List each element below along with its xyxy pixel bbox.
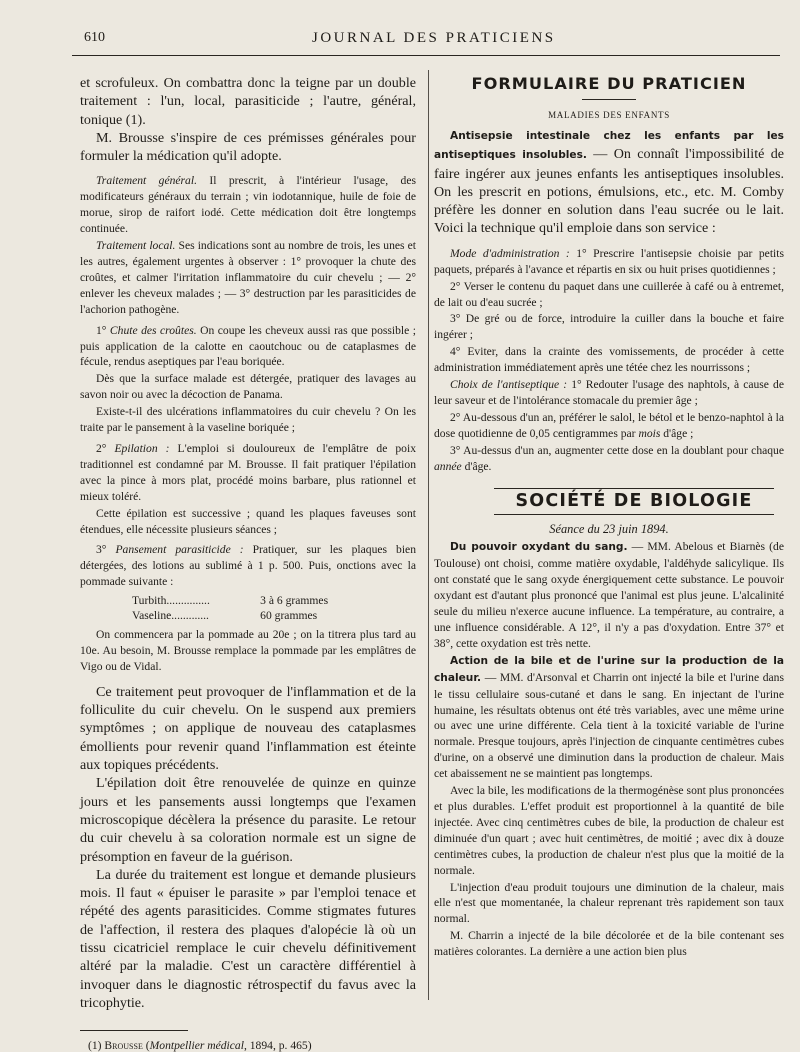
footnote: (1) Brousse (Montpellier médical, 1894, p. 465) xyxy=(88,1039,312,1052)
run-in-heading: Epilation : xyxy=(114,441,170,455)
column-divider xyxy=(428,70,429,1000)
item-number: 2° xyxy=(96,441,115,455)
recipe-row xyxy=(132,608,372,623)
paragraph-text: 1° Redouter l'usage des naphtols, à cause de leur saveur et de l'intolérance stomacale du premier âge ; xyxy=(434,378,784,407)
paragraph xyxy=(80,173,416,237)
emphasis: année xyxy=(434,459,462,473)
paragraph: La durée du traitement est longue et demande plusieurs mois. Il faut « épuiser le parasite » par l'emploi tenace et répété des agents parasiticides. Comme stigmates futures de l'affection, il restera des plaques d'alopécie là où un tissu cicatriciel remplace le cuir chevelu définitivement altéré par la maladie. C'est un caractère différentiel à invoquer dans le diagnostic rétrospectif du favus avec la tricophytie. xyxy=(80,866,416,1011)
footnote-marker: (1) xyxy=(88,1039,105,1052)
footnote-reference: , 1894, p. 465) xyxy=(243,1039,312,1052)
paragraph: L'épilation doit être renouvelée de quinze en quinze jours et les pansements aussi longtemps que l'examen microscopique décèlera la présence du parasite. Le retour du cuir chevelu à sa coloration normale est un signe de présomption en faveur de la guérison. xyxy=(80,775,416,865)
paragraph xyxy=(434,410,784,442)
paragraph-text: — MM. d'Arsonval et Charrin ont injecté la bile et l'urine dans le tissu cellulaire sous-cutané et dans le sang. En injectant de l'urine humaine, les résultats obtenus ont été très variables, avec une même urine ou avec une urine différente. Cela tient à la toxicité variable de l'urine normale. Presque toujours, après l'injection de cinquante centimètres cubes d'urine, on a observé une diminution dans la production de chaleur. Mais cet abaissement ne se maintient pas longtemps. xyxy=(434,670,784,781)
paragraph: L'injection d'eau produit toujours une diminution de la chaleur, mais elle n'est que momentanée, la chaleur reprenant très rapidement son taux normal. xyxy=(434,880,784,926)
article-title: Du pouvoir oxydant du sang. xyxy=(450,541,628,554)
paragraph: 4° Eviter, dans la crainte des vomissements, de procéder à cette administration immédiatement après une tétée chez les nourrissons ; xyxy=(434,345,784,375)
paragraph xyxy=(434,377,784,409)
paragraph-text: 1° Prescrire l'antisepsie choisie par petits paquets, préparés à l'avance et répartis en six ou huit prises quotidiennes ; xyxy=(434,246,784,276)
paragraph xyxy=(434,126,784,238)
paragraph-text: L'emploi si douloureux de l'emplâtre de poix traditionnel est condamné par M. Brousse. Il fait pratiquer l'épilation avec la pince à mors plat, procédé moins barbare, plus rationnel et mieux toléré. xyxy=(80,441,416,503)
run-in-heading: Traitement local. xyxy=(96,239,176,253)
paragraph: Ce traitement peut provoquer de l'inflammation et de la folliculite du cuir chevelu. On le suspend aux premiers symptômes ; on applique de nouveau des cataplasmes émollients pour revenir quand l'inflammation est éteinte aux topiques précédents. xyxy=(80,683,416,774)
paragraph-text: Il prescrit, à l'intérieur l'usage, des modificateurs généraux du terrain ; vin iodotannique, huile de foie de morue, sirop de raifort iodé. Cette médication doit être longtemps continuée. xyxy=(80,174,416,236)
paragraph-text: Ses indications sont au nombre de trois, les unes et les autres, également urgentes à observer : 1° provoquer la chute des croûtes, et calmer l'irritation inflammatoire du cuir chevelu ; — 2° enlever les cheveux malades ; — 3° destruction par les parasiticides de l'achorion pathogène. xyxy=(80,239,416,316)
paragraph xyxy=(80,323,416,371)
recipe-item: Vaseline............. xyxy=(132,609,209,623)
run-in-heading: Chute des croûtes. xyxy=(109,323,197,337)
running-title: JOURNAL DES PRATICIENS xyxy=(312,30,556,46)
paragraph: Dès que la surface malade est détergée, pratiquer des lavages au savon noir ou avec la décoction de Panama. xyxy=(80,372,416,402)
paragraph xyxy=(80,441,416,505)
article-title: Action de la bile et de l'urine sur la production de la chaleur. xyxy=(434,654,784,684)
paragraph: M. Brousse s'inspire de ces prémisses générales pour formuler la médication qu'il adopte. xyxy=(80,129,416,165)
paragraph-text: Pratiquer, sur les plaques bien détergées, des lotions au sublimé à 1 p. 500. Puis, onctions avec la pommade suivante : xyxy=(80,543,416,589)
session-date: Séance du 23 juin 1894. xyxy=(549,522,669,537)
footnote-source: Montpellier médical xyxy=(149,1039,244,1052)
paragraph-text: 3° Au-dessus d'un an, augmenter cette dose en la doublant pour chaque xyxy=(450,443,784,457)
paragraph: 3° De gré ou de force, introduire la cuiller dans la bouche et faire ingérer ; xyxy=(434,312,784,342)
paragraph xyxy=(434,443,784,475)
recipe-quantity: 60 grammes xyxy=(260,609,318,623)
item-number: 1° xyxy=(96,323,110,337)
run-in-heading: Pansement parasiticide : xyxy=(115,543,244,557)
emphasis: mois xyxy=(638,426,661,440)
page-number: 610 xyxy=(84,30,105,45)
recipe-table xyxy=(132,593,372,623)
paragraph: Avec la bile, les modifications de la thermogénèse sont plus prononcées et plus durables. L'effet produit est proportionnel à la quantité de bile injectée. Avec cinq centimètres cubes de bile, la production de chaleur est diminuée d'un quart ; avec huit centimètres, de moitié ; avec dix à douze centimètres cubes, la production de chaleur n'est plus que la moitié de la normale. xyxy=(434,784,784,877)
paragraph xyxy=(80,542,416,590)
recipe-item: Turbith............... xyxy=(132,594,210,608)
header-rule xyxy=(72,55,780,56)
society-rule-top xyxy=(494,488,774,489)
paragraph: Cette épilation est successive ; quand les plaques faveuses sont étendues, elle nécessite plusieurs séances ; xyxy=(80,506,416,536)
society-rule-bottom xyxy=(494,514,774,515)
paragraph xyxy=(434,246,784,278)
section-subhead: MALADIES DES ENFANTS xyxy=(548,110,670,120)
paragraph-text: — On connaît l'impossibilité de faire ingérer aux jeunes enfants les antiseptiques insolubles. On les prescrit en potions, émulsions, etc., etc. M. Comby préfère les donner en solution dans l'eau sucrée ou le lait. Voici la technique qu'il emploie dans son service : xyxy=(434,146,784,237)
footnote-rule xyxy=(80,1030,188,1031)
paragraph: et scrofuleux. On combattra donc la teigne par un double traitement : l'un, local, parasiticide ; l'autre, général, tonique (1). xyxy=(80,75,416,128)
paragraph xyxy=(434,653,784,782)
paragraph: M. Charrin a injecté de la bile décolorée et de la bile contenant ses matières colorantes. La dernière a une action bien plus xyxy=(434,929,784,959)
paragraph: Existe-t-il des ulcérations inflammatoires du cuir chevelu ? On les traite par le pansement à la vaseline boriquée ; xyxy=(80,405,416,435)
run-in-heading: Traitement général. xyxy=(96,174,197,188)
section-rule xyxy=(582,99,636,100)
footnote-author: Brousse xyxy=(104,1039,143,1052)
paragraph-text: d'âge. xyxy=(461,459,492,473)
paragraph: On commencera par la pommade au 20e ; on la titrera plus tard au 10e. Au besoin, M. Brousse remplace la pommade par les emplâtres de Vigo ou de Vidal. xyxy=(80,628,416,673)
article-title: Antisepsie intestinale chez les enfants par les antiseptiques insolubles. xyxy=(434,130,784,162)
paragraph xyxy=(434,539,784,651)
paragraph-text: 2° Au-dessous d'un an, préférer le salol, le bétol et le benzo-naphtol à la dose quotidienne de 0,05 centigrammes par xyxy=(434,410,784,440)
recipe-quantity: 3 à 6 grammes xyxy=(260,594,329,608)
paragraph-text: On coupe les cheveux aussi ras que possible ; puis application de la calotte en caoutchouc ou de cataplasmes de fécule, rendus aseptiques par l'eau boriquée. xyxy=(80,323,416,369)
right-column xyxy=(434,74,784,960)
society-title: SOCIÉTÉ DE BIOLOGIE xyxy=(515,491,753,512)
left-column xyxy=(80,74,416,1052)
item-number: 3° xyxy=(96,543,116,557)
paragraph-text: — MM. Abelous et Biarnès (de Toulouse) ont choisi, comme matière oxydable, l'aldéhyde salicylique. Ils ont constaté que le sang oxyde énergiquement cette substance. Le pouvoir oxydant est d'autant plus prononcé que l'animal est plus jeune. L'alcalinité seule du milieu n'exerce aucune influence. La température, au contraire, a une influence considérable. A 12°, il n'y a pas d'oxydation. Entre 37° et 38°, cette oxydation est très nette. xyxy=(434,540,784,650)
recipe-row xyxy=(132,593,372,608)
section-title: FORMULAIRE DU PRATICIEN xyxy=(471,74,747,93)
run-in-heading: Choix de l'antiseptique : xyxy=(450,378,568,392)
paragraph-text: d'âge ; xyxy=(660,426,694,440)
run-in-heading: Mode d'administration : xyxy=(450,246,570,260)
paragraph xyxy=(80,238,416,318)
paragraph: 2° Verser le contenu du paquet dans une cuillerée à café ou à entremet, de lait ou d'eau sucrée ; xyxy=(434,279,784,309)
